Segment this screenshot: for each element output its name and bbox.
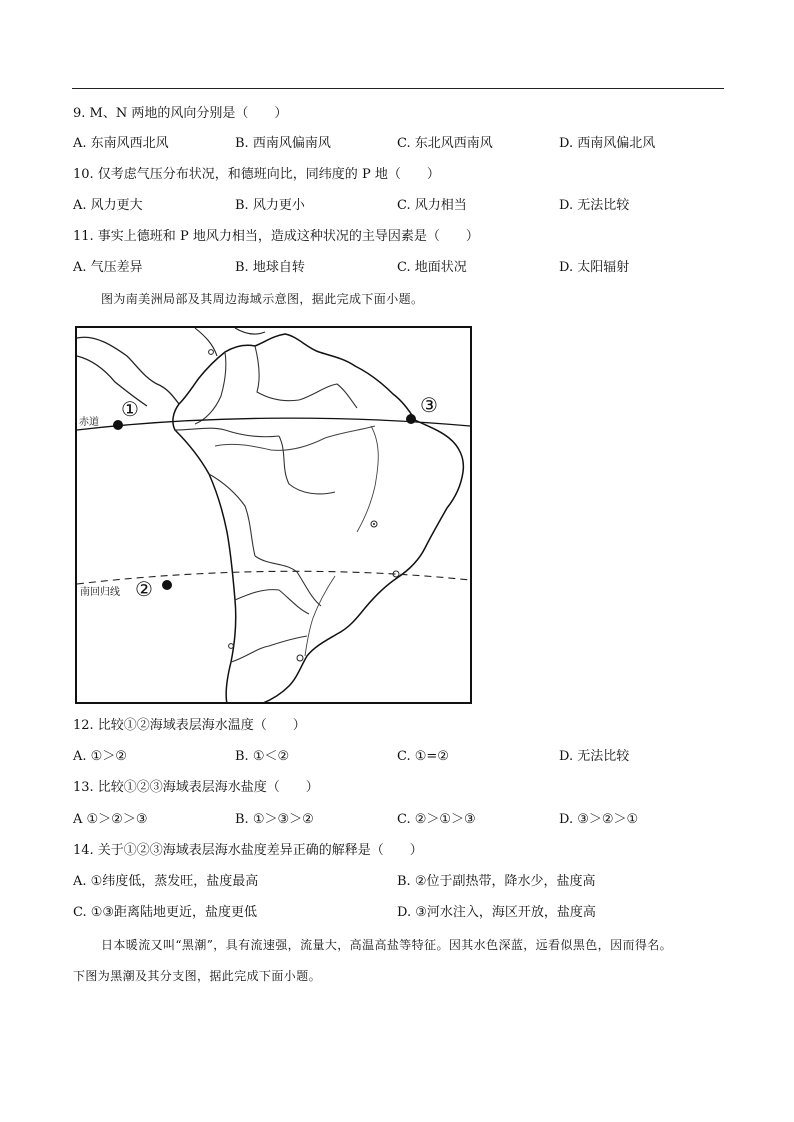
q14-option-d: D. ③河水注入，海区开放，盐度高 bbox=[397, 905, 596, 920]
kuroshio-paragraph-line1: 日本暖流又叫“黑潮”，具有流速强，流量大，高温高盐等特征。因其水色深蓝，远看似黑色，因而得名。 bbox=[101, 938, 673, 952]
q10-option-b: B. 风力更小 bbox=[235, 198, 305, 213]
marker-1-dot bbox=[113, 420, 123, 430]
marker-3-dot bbox=[406, 414, 416, 424]
q14-option-c: C. ①③距离陆地更近，盐度更低 bbox=[73, 905, 258, 920]
q12-option-b: B. ①＜② bbox=[235, 749, 290, 764]
q11-option-a: A. 气压差异 bbox=[73, 260, 143, 275]
q10-option-c: C. 风力相当 bbox=[397, 198, 467, 213]
question-10-stem: 10. 仅考虑气压分布状况，和德班向比，同纬度的 P 地（ ） bbox=[73, 167, 440, 182]
marker-1-label: ① bbox=[121, 397, 139, 421]
q13-option-b: B. ①＞③＞② bbox=[235, 812, 314, 827]
q14-option-b: B. ②位于副热带，降水少，盐度高 bbox=[397, 874, 596, 889]
q13-option-a: A ①＞②＞③ bbox=[73, 812, 148, 827]
marker-2-label: ② bbox=[135, 577, 153, 601]
q13-option-c: C. ②＞①＞③ bbox=[397, 812, 476, 827]
question-14-stem: 14. 关于①②③海域表层海水盐度差异正确的解释是（ ） bbox=[73, 843, 423, 858]
question-9-stem: 9. M、N 两地的风向分别是（ ） bbox=[73, 106, 288, 121]
south-america-map bbox=[75, 326, 472, 704]
tropic-label: 南回归线 bbox=[80, 587, 120, 598]
q9-option-c: C. 东北风西南风 bbox=[397, 136, 493, 151]
q9-option-b: B. 西南风偏南风 bbox=[235, 136, 331, 151]
marker-3-label: ③ bbox=[420, 393, 438, 417]
kuroshio-paragraph-line2: 下图为黑潮及其分支图，据此完成下面小题。 bbox=[73, 969, 322, 983]
question-11-stem: 11. 事实上德班和 P 地风力相当，造成这种状况的主导因素是（ ） bbox=[73, 229, 479, 244]
q12-option-d: D. 无法比较 bbox=[559, 749, 630, 764]
q10-option-d: D. 无法比较 bbox=[559, 198, 630, 213]
q12-option-a: A. ①＞② bbox=[73, 749, 127, 764]
question-12-stem: 12. 比较①②海域表层海水温度（ ） bbox=[73, 718, 306, 733]
question-13-stem: 13. 比较①②③海域表层海水盐度（ ） bbox=[73, 780, 319, 795]
q13-option-d: D. ③＞②＞① bbox=[559, 812, 639, 827]
q11-option-b: B. 地球自转 bbox=[235, 260, 305, 275]
q14-option-a: A. ①纬度低，蒸发旺，盐度最高 bbox=[73, 874, 259, 889]
q9-option-d: D. 西南风偏北风 bbox=[559, 136, 656, 151]
q10-option-a: A. 风力更大 bbox=[73, 198, 143, 213]
map-frame bbox=[76, 327, 471, 703]
q9-option-a: A. 东南风西北风 bbox=[73, 136, 169, 151]
q11-option-d: D. 太阳辐射 bbox=[559, 260, 630, 275]
q12-option-c: C. ①=② bbox=[397, 749, 449, 764]
equator-label: 赤道 bbox=[79, 417, 99, 428]
header-rule bbox=[72, 88, 724, 89]
q11-option-c: C. 地面状况 bbox=[397, 260, 467, 275]
marker-2-dot bbox=[162, 580, 172, 590]
map-intro-paragraph: 图为南美洲局部及其周边海域示意图，据此完成下面小题。 bbox=[101, 292, 424, 306]
